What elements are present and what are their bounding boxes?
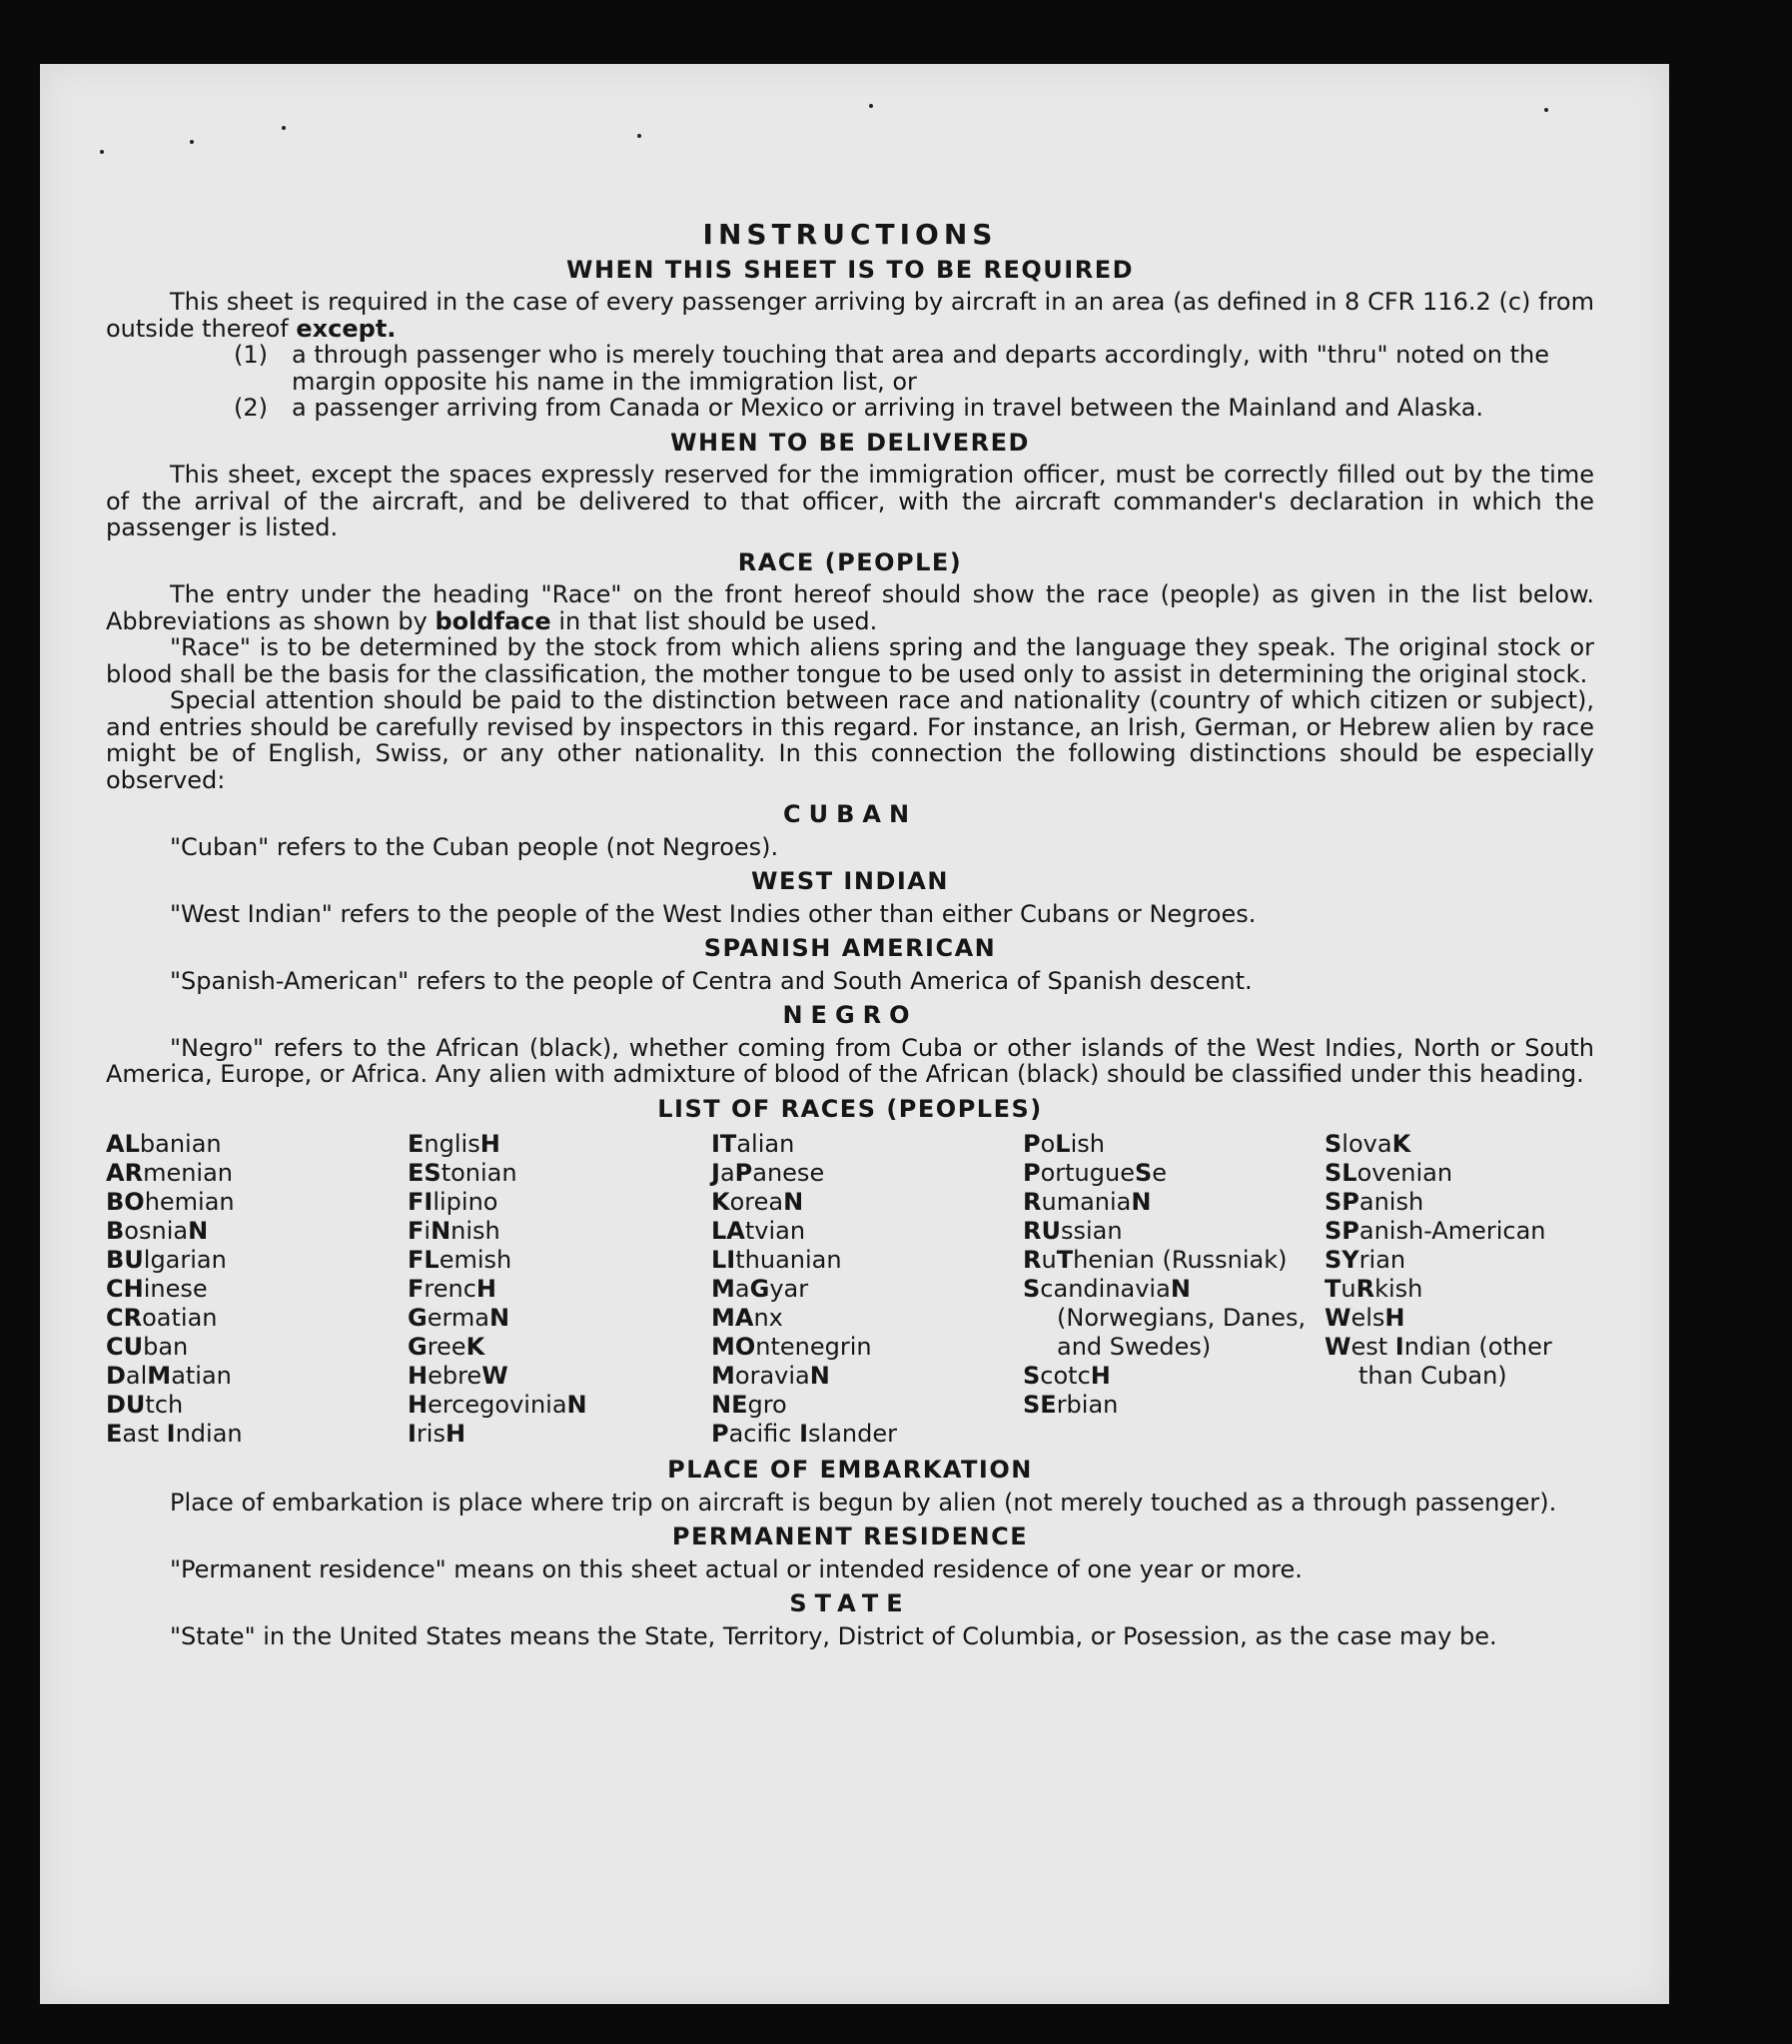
- speck: [282, 126, 286, 130]
- race-column: [711, 1130, 1023, 1449]
- spanish-american-text: "Spanish-American" refers to the people of Centra and South America of Spanish descent.: [170, 966, 1253, 995]
- race-column: [408, 1130, 711, 1449]
- speck: [190, 140, 194, 144]
- race-item: RUssian: [1023, 1217, 1123, 1245]
- race-item: IrisH: [408, 1420, 466, 1448]
- delivered-text: This sheet, except the spaces expressly reserved for the immigration officer, must be correctly filled out by the time of the arrival of the aircraft, and be delivered to that officer, with the aircraft commander's declaration in which the passenger is listed.: [106, 461, 1594, 541]
- heading-negro: NEGRO: [782, 1001, 918, 1029]
- race-item: ARmenian: [106, 1159, 234, 1187]
- race-item: EStonian: [408, 1159, 517, 1187]
- race-item: SErbian: [1023, 1391, 1119, 1419]
- race-item: CRoatian: [106, 1304, 218, 1332]
- race-paragraph-2: "Race" is to be determined by the stock from which aliens spring and the language they speak. The original stock or blood shall be the basis for the classification, the mother tongue to be used only to assist in determining the original stock.: [106, 633, 1594, 688]
- cuban-text: "Cuban" refers to the Cuban people (not Negroes).: [170, 832, 779, 861]
- race-item: ScandinaviaN (Norwegians, Danes, and Swedes): [1023, 1275, 1307, 1361]
- speck: [1544, 108, 1548, 112]
- heading-west-indian: WEST INDIAN: [751, 867, 949, 895]
- heading-cuban: CUBAN: [782, 800, 918, 828]
- race-item: MOntenegrin: [711, 1333, 872, 1361]
- race-item: BOhemian: [106, 1188, 235, 1216]
- race-item: PortugueSe: [1023, 1159, 1168, 1187]
- heading-list-of-races: LIST OF RACES (PEOPLES): [657, 1094, 1043, 1123]
- race-column: [106, 1130, 408, 1449]
- race-item: CUban: [106, 1333, 189, 1361]
- race-item: RumaniaN: [1023, 1188, 1152, 1216]
- race-item: East Indian: [106, 1420, 243, 1448]
- race-item: ITalian: [711, 1130, 795, 1158]
- race-item: FIlipino: [408, 1188, 498, 1216]
- heading-residence: PERMANENT RESIDENCE: [671, 1523, 1029, 1550]
- sheet-content: [106, 214, 1594, 1649]
- residence-text: "Permanent residence" means on this sheet actual or intended residence of one year or more.: [170, 1554, 1303, 1583]
- race-item: ALbanian: [106, 1130, 222, 1158]
- race-item: DalMatian: [106, 1362, 232, 1390]
- speck: [637, 134, 641, 138]
- race-item: LIthuanian: [711, 1246, 842, 1274]
- race-item: PoLish: [1023, 1130, 1105, 1158]
- race-item: HebreW: [408, 1362, 508, 1390]
- race-column: [1325, 1130, 1594, 1449]
- race-item: BUlgarian: [106, 1246, 227, 1274]
- west-indian-text: "West Indian" refers to the people of the West Indies other than either Cubans or Negroes.: [170, 899, 1257, 928]
- heading-race: RACE (PEOPLE): [737, 547, 963, 576]
- heading-spanish-american: SPANISH AMERICAN: [703, 934, 997, 962]
- race-item: JaPanese: [711, 1159, 825, 1187]
- race-item: MoraviaN: [711, 1362, 830, 1390]
- race-item: DUtch: [106, 1391, 184, 1419]
- heading-required: WHEN THIS SHEET IS TO BE REQUIRED: [565, 255, 1135, 284]
- race-item: KoreaN: [711, 1188, 804, 1216]
- race-item: HercegoviniaN: [408, 1391, 587, 1419]
- race-item: CHinese: [106, 1275, 208, 1303]
- race-item: WelsH: [1325, 1304, 1405, 1332]
- race-item: NEgro: [711, 1391, 787, 1419]
- heading-embarkation: PLACE OF EMBARKATION: [667, 1456, 1033, 1484]
- race-item: FiNnish: [408, 1217, 500, 1245]
- race-item: SLovenian: [1325, 1159, 1453, 1187]
- race-list: [106, 1130, 1594, 1449]
- race-item: EnglisH: [408, 1130, 500, 1158]
- race-item: ScotcH: [1023, 1362, 1111, 1390]
- race-paragraph-1: The entry under the heading "Race" on the front hereof should show the race (people) as given in the list below. Abbreviations as shown by boldface in that list should be used.: [106, 580, 1594, 635]
- race-item: RuThenian (Russniak): [1023, 1246, 1288, 1274]
- race-item: MAnx: [711, 1304, 783, 1332]
- page-title: INSTRUCTIONS: [702, 218, 998, 251]
- race-item: LAtvian: [711, 1217, 806, 1245]
- exception-item: (1) a through passenger who is merely touching that area and departs accordingly, with "thru" noted on the margin opposite his name in the immigration list, or: [234, 341, 1549, 396]
- race-column: [1023, 1130, 1325, 1449]
- speck: [100, 150, 104, 154]
- exception-item: (2) a passenger arriving from Canada or Mexico or arriving in travel between the Mainland and Alaska.: [234, 394, 1484, 422]
- race-paragraph-3: Special attention should be paid to the distinction between race and nationality (country of which citizen or subject), and entries should be carefully revised by inspectors in this regard. For instance, an Irish, German, or Hebrew alien by race might be of English, Swiss, or any other nationality. In this connection the following distinctions should be especially observed:: [106, 686, 1594, 794]
- race-item: Pacific Islander: [711, 1420, 898, 1448]
- race-item: SPanish-American: [1325, 1217, 1546, 1245]
- speck: [869, 104, 873, 108]
- race-item: MaGyar: [711, 1275, 809, 1303]
- race-item: West Indian (other than Cuban): [1325, 1333, 1552, 1390]
- embarkation-text: Place of embarkation is place where trip on aircraft is begun by alien (not merely touched as a through passenger).: [170, 1488, 1557, 1517]
- race-item: GreeK: [408, 1333, 485, 1361]
- race-item: SPanish: [1325, 1188, 1424, 1216]
- race-item: BosniaN: [106, 1217, 209, 1245]
- race-item: GermaN: [408, 1304, 510, 1332]
- negro-text: "Negro" refers to the African (black), whether coming from Cuba or other islands of the West Indies, North or South America, Europe, or Africa. Any alien with admixture of blood of the African (black) should be classified under this heading.: [106, 1033, 1594, 1088]
- heading-delivered: WHEN TO BE DELIVERED: [670, 428, 1030, 457]
- race-item: FLemish: [408, 1246, 512, 1274]
- heading-state: STATE: [789, 1589, 911, 1617]
- race-item: FrencH: [408, 1275, 497, 1303]
- instruction-sheet: [40, 64, 1669, 2004]
- race-item: SlovaK: [1325, 1130, 1411, 1158]
- required-intro: This sheet is required in the case of every passenger arriving by aircraft in an area (as defined in 8 CFR 116.2 (c) from outside thereof except.: [106, 288, 1594, 343]
- race-item: SYrian: [1325, 1246, 1406, 1274]
- state-text: "State" in the United States means the State, Territory, District of Columbia, or Posession, as the case may be.: [170, 1621, 1497, 1650]
- race-item: TuRkish: [1325, 1275, 1423, 1303]
